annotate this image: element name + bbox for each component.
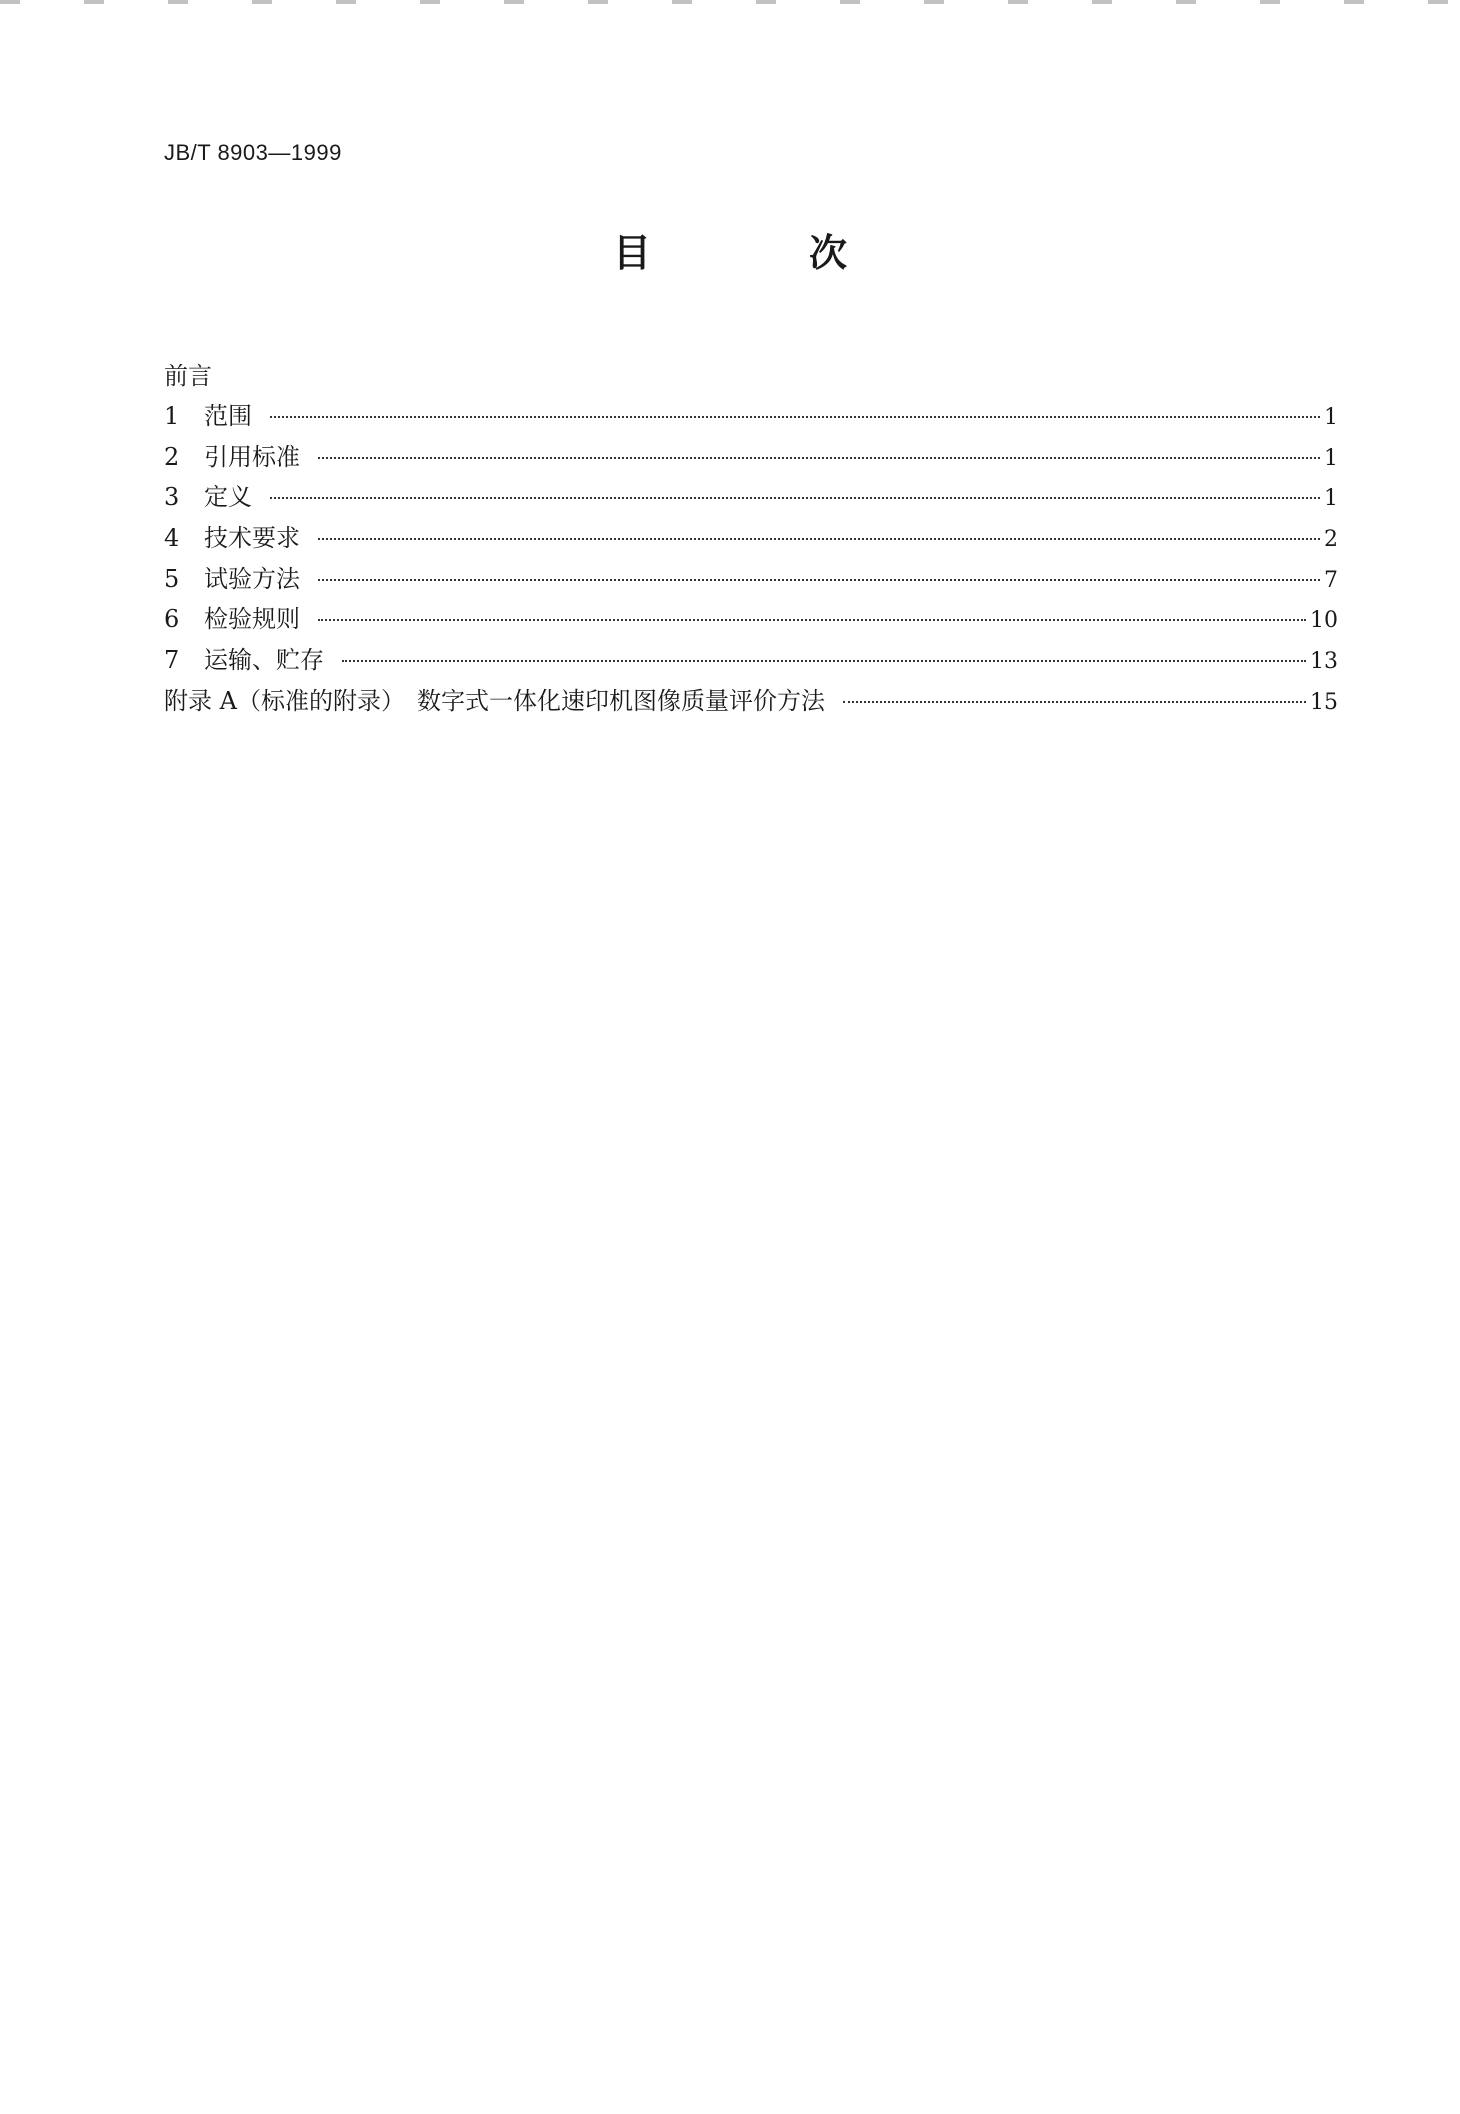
toc-entry[interactable] <box>164 599 1338 640</box>
toc-entry[interactable] <box>164 437 1338 478</box>
toc-dot-leader <box>270 416 1320 418</box>
toc-entry-number: 1 <box>164 402 180 430</box>
toc-entry-page: 2 <box>1324 527 1338 553</box>
toc-dot-leader <box>270 497 1320 499</box>
toc-entry-page: 1 <box>1324 405 1338 430</box>
toc-entry-label: 引用标准 <box>204 442 300 471</box>
toc-entry-number: 4 <box>164 524 180 553</box>
toc-title: 目 次 <box>612 230 907 275</box>
toc-entry-page: 10 <box>1310 608 1338 634</box>
toc-appendix-label: 附录 A（标准的附录） 数字式一体化速印机图像质量评价方法 <box>164 686 825 715</box>
toc-entry-number: 5 <box>164 564 180 593</box>
toc-preface[interactable]: 前言 <box>164 362 212 390</box>
toc-appendix-page: 15 <box>1310 689 1338 715</box>
toc-entry-label: 定义 <box>204 483 252 512</box>
toc-entry-page: 7 <box>1324 567 1338 593</box>
standard-code: JB/T 8903—1999 <box>164 140 342 165</box>
toc-entry-label: 范围 <box>204 402 252 430</box>
toc-entry-page: 13 <box>1310 649 1338 675</box>
toc-dot-leader <box>318 538 1320 540</box>
toc-entry-page: 1 <box>1324 486 1338 512</box>
toc-entry-label: 运输、贮存 <box>204 646 324 675</box>
toc-entry[interactable] <box>164 640 1338 681</box>
toc-dot-leader <box>318 579 1320 581</box>
scan-edge-marks <box>0 0 1460 4</box>
toc-entry[interactable] <box>164 559 1338 600</box>
table-of-contents <box>164 356 1338 722</box>
toc-entry-number: 2 <box>164 442 180 471</box>
toc-dot-leader <box>318 619 1306 621</box>
toc-dot-leader <box>843 701 1306 703</box>
toc-entry[interactable] <box>164 518 1338 559</box>
toc-entry-label: 试验方法 <box>204 564 300 593</box>
toc-entry-number: 3 <box>164 483 180 512</box>
toc-entry-number: 7 <box>164 646 180 675</box>
toc-entry-number: 6 <box>164 605 180 634</box>
toc-entry[interactable] <box>164 396 1338 437</box>
toc-dot-leader <box>342 660 1306 662</box>
toc-appendix-entry[interactable] <box>164 681 1338 722</box>
toc-entry[interactable] <box>164 477 1338 518</box>
toc-entry-page: 1 <box>1324 445 1338 471</box>
toc-entry-label: 检验规则 <box>204 605 300 634</box>
toc-dot-leader <box>318 457 1320 459</box>
toc-entry-label: 技术要求 <box>204 524 300 553</box>
